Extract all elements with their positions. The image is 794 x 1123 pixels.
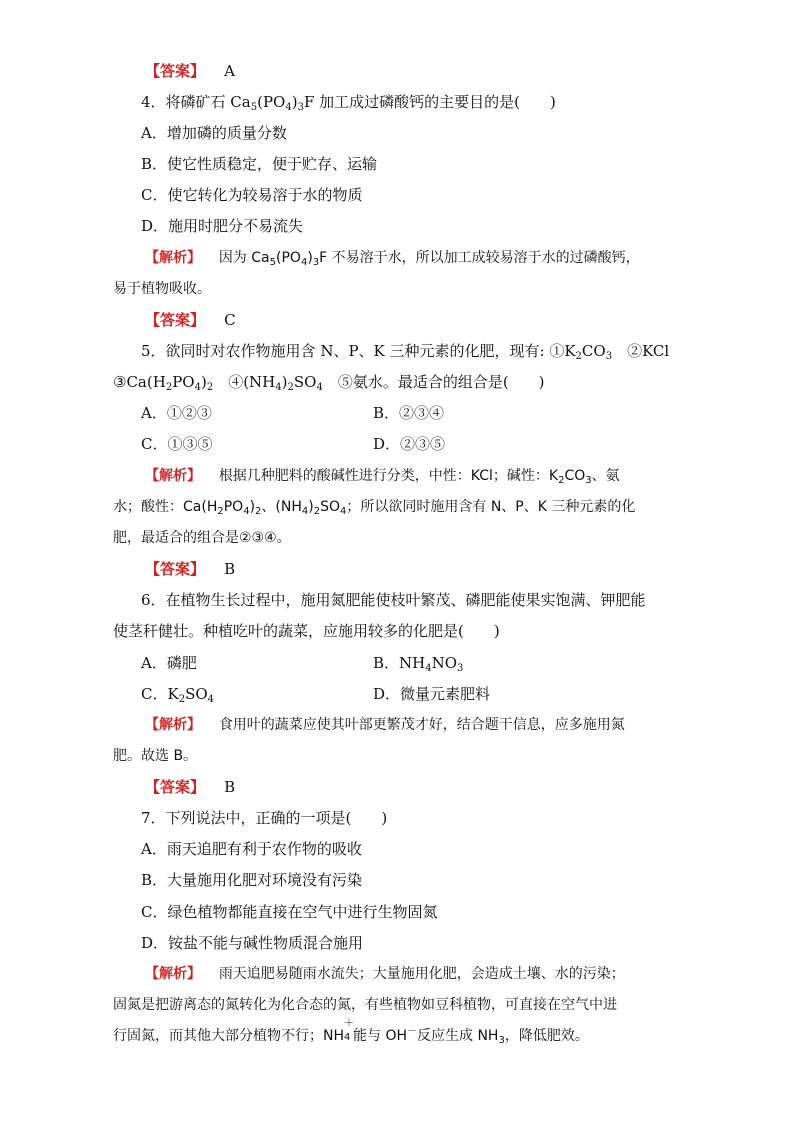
answer-label: 【答案】 bbox=[145, 311, 206, 329]
option-text: NO bbox=[431, 654, 458, 672]
analysis-text: 、氨 bbox=[591, 468, 620, 484]
subscript: 4 bbox=[425, 663, 432, 674]
analysis-label: 【解析】 bbox=[145, 468, 201, 484]
stem-text: 4．将磷矿石 Ca bbox=[141, 93, 251, 111]
answer-value: C bbox=[224, 311, 236, 329]
analysis-label: 【解析】 bbox=[145, 717, 201, 733]
option: C．使它转化为较易溶于水的物质 bbox=[141, 186, 363, 204]
stem-text: ) bbox=[281, 373, 288, 391]
analysis-text: 因为 Ca bbox=[218, 250, 270, 266]
analysis-line bbox=[145, 964, 625, 984]
option: D．微量元素肥料 bbox=[373, 685, 491, 703]
analysis-text: 、(NH bbox=[261, 499, 302, 515]
stem-text: ) bbox=[200, 373, 207, 391]
analysis-text: 食用叶的蔬菜应使其叶部更繁茂才好，结合题干信息，应多施用氮 bbox=[218, 717, 625, 733]
answer-value: B bbox=[224, 778, 236, 796]
subscript: 2 bbox=[575, 351, 582, 362]
stem-text: F 加工成过磷酸钙的主要目的是( ) bbox=[303, 93, 556, 111]
subscript: 3 bbox=[297, 102, 304, 113]
answer-line bbox=[145, 310, 236, 330]
stem-text: ④(NH bbox=[213, 373, 276, 391]
analysis-line bbox=[145, 248, 640, 268]
option-text: B．NH bbox=[373, 654, 426, 672]
answer-value: B bbox=[224, 560, 236, 578]
stem-text: CO bbox=[581, 342, 606, 360]
question-stem bbox=[141, 341, 669, 361]
analysis-text: 反应生成 NH bbox=[417, 1028, 499, 1044]
option: B．大量施用化肥对环境没有污染 bbox=[141, 871, 363, 889]
subscript: 2 bbox=[165, 382, 173, 393]
answer-label: 【答案】 bbox=[145, 560, 206, 578]
analysis-line bbox=[145, 715, 625, 735]
analysis-text: CO bbox=[564, 468, 586, 484]
option-text: SO bbox=[185, 685, 208, 703]
analysis-text: ) bbox=[308, 499, 314, 515]
subscript: 5 bbox=[250, 102, 258, 113]
option: D．铵盐不能与碱性物质混合施用 bbox=[141, 934, 364, 952]
analysis-line bbox=[113, 1018, 589, 1046]
option: B．②③④ bbox=[373, 404, 445, 422]
subscript: 2 bbox=[558, 475, 565, 486]
answer-value: A bbox=[224, 62, 235, 80]
subscript: 3 bbox=[585, 475, 592, 486]
analysis-text: 雨天追肥易随雨水流失；大量施用化肥，会造成土壤、水的污染； bbox=[218, 966, 625, 982]
analysis-label: 【解析】 bbox=[145, 966, 201, 982]
stem-text: (PO bbox=[257, 93, 286, 111]
answer-label: 【答案】 bbox=[145, 62, 206, 80]
option: C．绿色植物都能直接在空气中进行生物固氮 bbox=[141, 903, 438, 921]
subscript: 3 bbox=[498, 1035, 505, 1046]
stem-text: SO bbox=[293, 373, 317, 391]
subscript: 4 bbox=[194, 382, 201, 393]
subscript: 3 bbox=[605, 351, 613, 362]
analysis-text: ，降低肥效。 bbox=[504, 1028, 589, 1044]
subscript: 4 bbox=[207, 694, 215, 705]
option: B．使它性质稳定，便于贮存、运输 bbox=[141, 155, 378, 173]
stem-text: ) bbox=[291, 93, 298, 111]
ion-charge: ＋ 4 bbox=[344, 1018, 354, 1043]
stem-text: ②KCl bbox=[612, 342, 670, 360]
analysis-text: F 不易溶于水，所以加工成较易溶于水的过磷酸钙， bbox=[319, 250, 640, 266]
option bbox=[373, 653, 463, 673]
answer-line bbox=[145, 559, 235, 579]
subscript: 4 bbox=[300, 257, 308, 268]
analysis-text: 行固氮，而其他大部分植物不行；NH bbox=[113, 1028, 344, 1044]
subscript: 4 bbox=[316, 382, 323, 393]
question-stem: 7．下列说法中，正确的一项是( ) bbox=[141, 809, 388, 827]
analysis-text: 根据几种肥料的酸碱性进行分类，中性：KCl；碱性：K bbox=[218, 468, 559, 484]
answer-line bbox=[145, 777, 235, 797]
question-stem bbox=[113, 372, 545, 392]
analysis-line bbox=[145, 466, 620, 486]
option: A．雨天追肥有利于农作物的吸收 bbox=[141, 840, 362, 858]
stem-text: ③Ca(H bbox=[113, 373, 166, 391]
option: D．施用时肥分不易流失 bbox=[141, 217, 304, 235]
analysis-label: 【解析】 bbox=[145, 250, 201, 266]
stem-text: PO bbox=[172, 373, 195, 391]
option: D．②③⑤ bbox=[373, 435, 446, 453]
analysis-text: ；所以欲同时施用含有 N、P、K 三种元素的化 bbox=[346, 499, 636, 515]
subscript: 2 bbox=[206, 382, 214, 393]
question-stem: 使茎秆健壮。种植吃叶的蔬菜，应施用较多的化肥是( ) bbox=[113, 622, 500, 640]
option bbox=[141, 684, 214, 704]
analysis-text: SO bbox=[320, 499, 340, 515]
subscript: 3 bbox=[312, 257, 320, 268]
analysis-text: 水；酸性：Ca(H bbox=[113, 499, 218, 515]
analysis-line: 肥，最适合的组合是②③④。 bbox=[113, 530, 291, 546]
analysis-text: ) bbox=[307, 250, 313, 266]
question-stem bbox=[141, 92, 556, 112]
subscript: 3 bbox=[457, 663, 464, 674]
subscript: 5 bbox=[269, 257, 276, 268]
subscript: 2 bbox=[178, 694, 186, 705]
subscript: 4 bbox=[243, 506, 250, 517]
subscript: 2 bbox=[217, 506, 224, 517]
stem-text: ⑤氨水。最适合的组合是( ) bbox=[322, 373, 545, 391]
analysis-text: ) bbox=[249, 499, 256, 515]
subscript: 4 bbox=[301, 506, 309, 517]
option: A．增加磷的质量分数 bbox=[141, 124, 287, 142]
analysis-line: 肥。故选 B。 bbox=[113, 748, 198, 764]
subscript: 2 bbox=[255, 506, 262, 517]
analysis-line bbox=[113, 497, 635, 517]
superscript: － bbox=[407, 1026, 417, 1037]
subscript: 2 bbox=[313, 506, 321, 517]
answer-line bbox=[145, 61, 235, 81]
analysis-text: 能与 OH bbox=[353, 1028, 407, 1044]
subscript: 4 bbox=[340, 506, 347, 517]
option-text: C．K bbox=[141, 685, 179, 703]
option: A．①②③ bbox=[141, 404, 212, 422]
answer-label: 【答案】 bbox=[145, 778, 206, 796]
subscript: 2 bbox=[287, 382, 294, 393]
subscript: 4 bbox=[285, 102, 292, 113]
stem-text: 5．欲同时对农作物施用含 N、P、K 三种元素的化肥，现有: ①K bbox=[141, 342, 576, 360]
analysis-line: 易于植物吸收。 bbox=[113, 281, 211, 297]
analysis-line: 固氮是把游离态的氮转化为化合态的氮，有些植物如豆科植物，可直接在空气中进 bbox=[113, 997, 617, 1013]
question-stem: 6．在植物生长过程中，施用氮肥能使枝叶繁茂、磷肥能使果实饱满、钾肥能 bbox=[141, 591, 646, 609]
option: A．磷肥 bbox=[141, 654, 197, 672]
subscript: 4 bbox=[275, 382, 282, 393]
analysis-text: PO bbox=[223, 499, 244, 515]
analysis-text: (PO bbox=[276, 250, 301, 266]
option: C．①③⑤ bbox=[141, 435, 213, 453]
